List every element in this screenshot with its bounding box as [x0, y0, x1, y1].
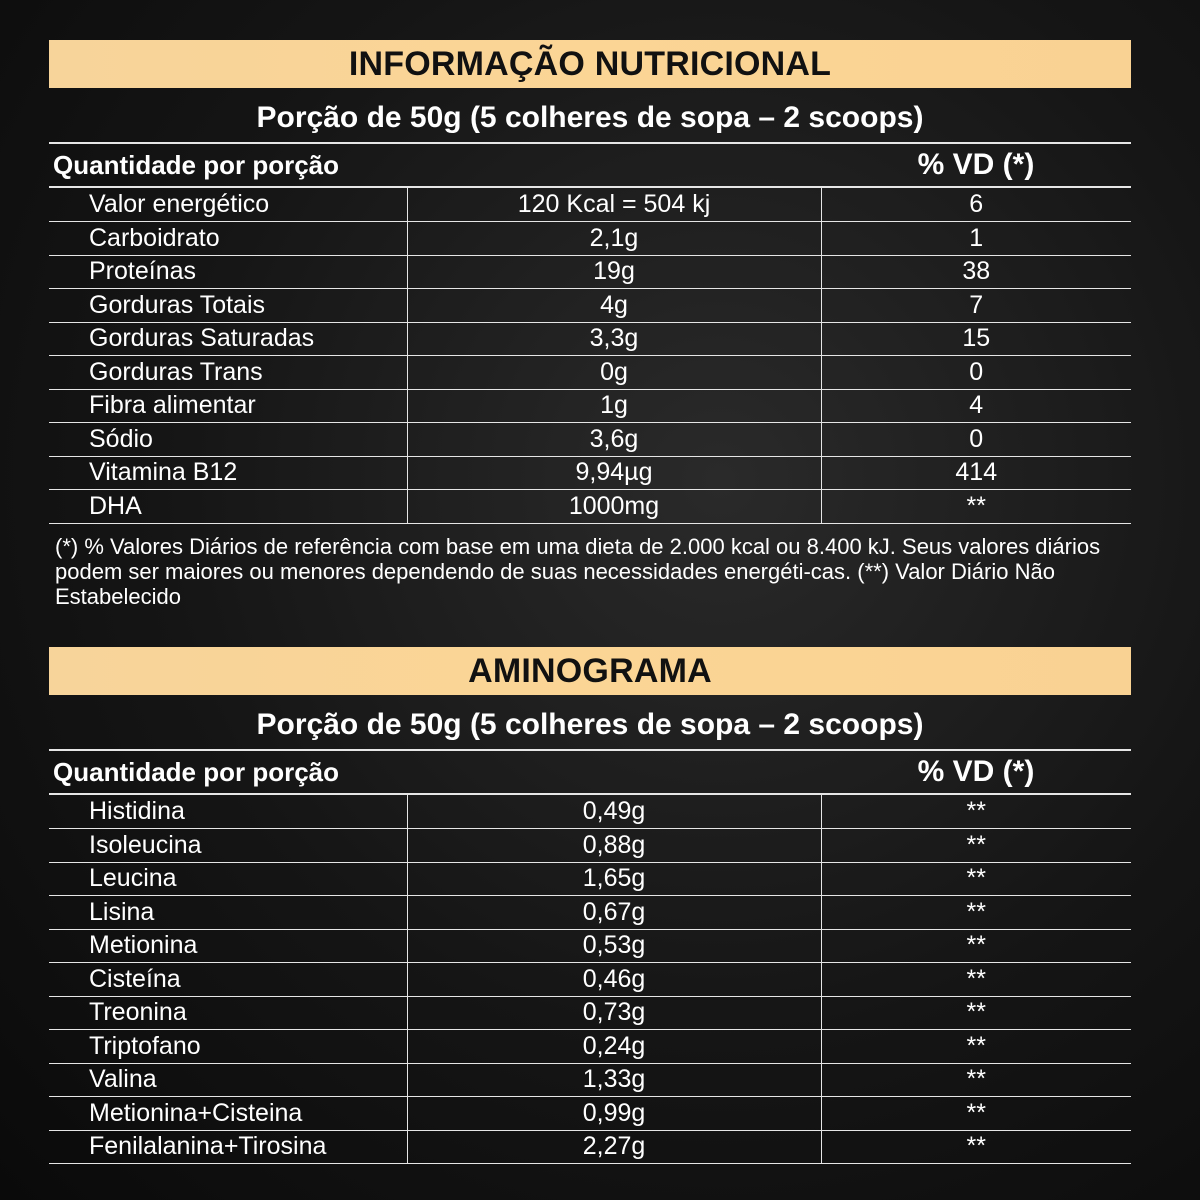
row-name: Valina	[49, 1063, 407, 1097]
row-vd: 15	[821, 322, 1131, 356]
table-row	[49, 322, 1131, 356]
table-row	[49, 1130, 1131, 1164]
aminogram-title: AMINOGRAMA	[49, 647, 1131, 695]
table-row	[49, 996, 1131, 1030]
row-vd: 0	[821, 423, 1131, 457]
row-vd: **	[821, 1063, 1131, 1097]
row-amount: 120 Kcal = 504 kj	[407, 188, 821, 222]
table-row	[49, 829, 1131, 863]
row-amount: 0g	[407, 356, 821, 390]
aminogram-header-quantity: Quantidade por porção	[53, 756, 340, 787]
table-row	[49, 795, 1131, 829]
row-amount: 19g	[407, 255, 821, 289]
row-name: Fibra alimentar	[49, 389, 407, 423]
row-vd: **	[821, 490, 1131, 524]
row-amount: 2,27g	[407, 1130, 821, 1164]
row-name: Gorduras Trans	[49, 356, 407, 390]
table-row	[49, 1063, 1131, 1097]
row-name: Histidina	[49, 795, 407, 829]
row-amount: 4g	[407, 289, 821, 323]
table-row	[49, 389, 1131, 423]
row-name: Cisteína	[49, 963, 407, 997]
row-amount: 0,46g	[407, 963, 821, 997]
row-vd: **	[821, 963, 1131, 997]
nutrition-title: INFORMAÇÃO NUTRICIONAL	[49, 40, 1131, 88]
nutrition-table	[49, 188, 1131, 524]
row-name: Sódio	[49, 423, 407, 457]
table-row	[49, 1030, 1131, 1064]
row-name: Metionina	[49, 929, 407, 963]
row-amount: 0,99g	[407, 1097, 821, 1131]
row-vd: **	[821, 1030, 1131, 1064]
table-row	[49, 929, 1131, 963]
nutrition-header-quantity: Quantidade por porção	[53, 149, 340, 180]
row-vd: 6	[821, 188, 1131, 222]
nutrition-portion: Porção de 50g (5 colheres de sopa – 2 scoops)	[49, 88, 1131, 144]
aminogram-header-row	[49, 751, 1131, 795]
row-vd: 7	[821, 289, 1131, 323]
row-name: DHA	[49, 490, 407, 524]
row-amount: 1,33g	[407, 1063, 821, 1097]
nutrition-footnote: (*) % Valores Diários de referência com base em uma dieta de 2.000 kcal ou 8.400 kJ. Seus valores diários podem ser maiores ou menores dependendo de suas necessidades energéti-cas. (**) Valor Diário Não Estabelecido	[55, 533, 1101, 609]
row-vd: **	[821, 929, 1131, 963]
row-name: Treonina	[49, 996, 407, 1030]
row-vd: **	[821, 795, 1131, 829]
table-row	[49, 255, 1131, 289]
row-vd: **	[821, 896, 1131, 930]
table-row	[49, 289, 1131, 323]
row-vd: 414	[821, 456, 1131, 490]
table-row	[49, 356, 1131, 390]
row-amount: 3,6g	[407, 423, 821, 457]
row-vd: **	[821, 1130, 1131, 1164]
row-vd: 0	[821, 356, 1131, 390]
row-vd: 1	[821, 222, 1131, 256]
row-amount: 0,24g	[407, 1030, 821, 1064]
row-name: Gorduras Totais	[49, 289, 407, 323]
row-amount: 1000mg	[407, 490, 821, 524]
row-name: Lisina	[49, 896, 407, 930]
row-name: Triptofano	[49, 1030, 407, 1064]
row-amount: 0,73g	[407, 996, 821, 1030]
row-amount: 0,67g	[407, 896, 821, 930]
row-amount: 0,53g	[407, 929, 821, 963]
table-row	[49, 862, 1131, 896]
row-name: Proteínas	[49, 255, 407, 289]
row-amount: 0,49g	[407, 795, 821, 829]
table-row	[49, 490, 1131, 524]
row-name: Leucina	[49, 862, 407, 896]
row-name: Isoleucina	[49, 829, 407, 863]
row-vd: 38	[821, 255, 1131, 289]
row-name: Gorduras Saturadas	[49, 322, 407, 356]
aminogram-portion: Porção de 50g (5 colheres de sopa – 2 scoops)	[49, 695, 1131, 751]
table-row	[49, 963, 1131, 997]
aminogram-section	[49, 647, 1131, 1164]
row-name: Carboidrato	[49, 222, 407, 256]
row-amount: 9,94µg	[407, 456, 821, 490]
row-amount: 3,3g	[407, 322, 821, 356]
table-row	[49, 222, 1131, 256]
row-amount: 2,1g	[407, 222, 821, 256]
row-amount: 1,65g	[407, 862, 821, 896]
aminogram-header-vd: % VD (*)	[917, 755, 1035, 788]
row-name: Fenilalanina+Tirosina	[49, 1130, 407, 1164]
aminogram-table	[49, 795, 1131, 1164]
row-amount: 1g	[407, 389, 821, 423]
nutrition-section	[49, 40, 1131, 609]
row-vd: **	[821, 829, 1131, 863]
row-name: Metionina+Cisteina	[49, 1097, 407, 1131]
row-amount: 0,88g	[407, 829, 821, 863]
row-vd: 4	[821, 389, 1131, 423]
row-vd: **	[821, 996, 1131, 1030]
row-vd: **	[821, 1097, 1131, 1131]
row-vd: **	[821, 862, 1131, 896]
table-row	[49, 1097, 1131, 1131]
table-row	[49, 456, 1131, 490]
nutrition-header-row	[49, 144, 1131, 188]
row-name: Vitamina B12	[49, 456, 407, 490]
row-name: Valor energético	[49, 188, 407, 222]
nutrition-header-vd: % VD (*)	[917, 148, 1035, 181]
table-row	[49, 423, 1131, 457]
table-row	[49, 188, 1131, 222]
table-row	[49, 896, 1131, 930]
